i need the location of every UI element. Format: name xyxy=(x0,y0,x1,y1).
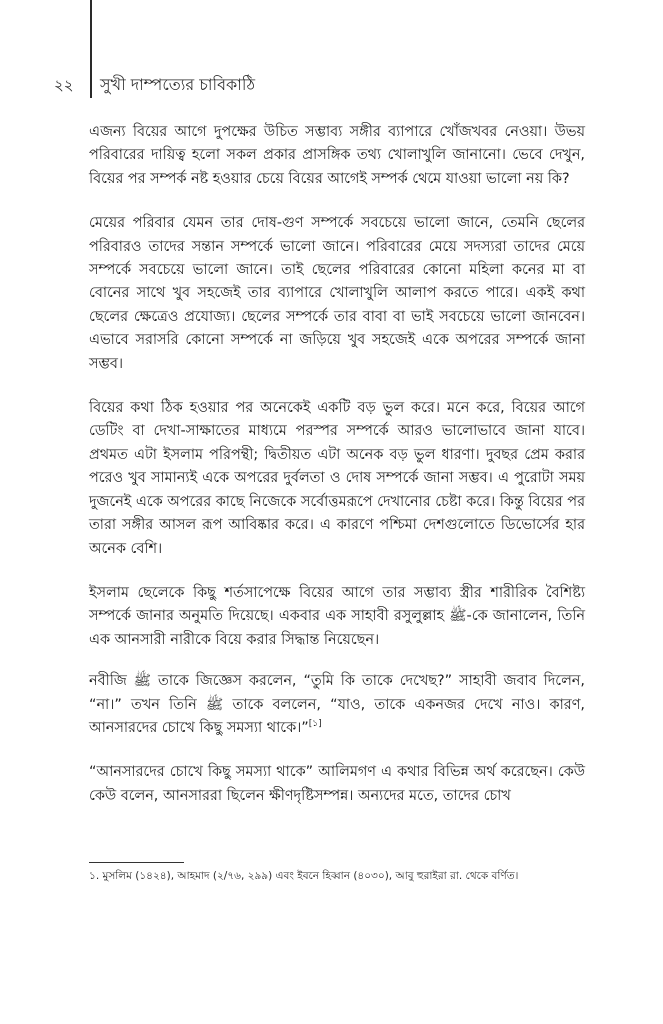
paragraph-3: বিয়ের কথা ঠিক হওয়ার পর অনেকেই একটি বড় ভুল করে। মনে করে, বিয়ের আগে ডেটিং বা দেখা-সাক্ষাতের মাধ্যমে পরস্পর সম্পর্কে আরও ভালোভাবে জানা যাবে। প্রথমত এটা ইসলাম পরিপন্থী; দ্বিতীয়ত এটা অনেক বড় ভুল ধারণা। দুবছর প্রেম করার পরেও খুব সামান্যই একে অপরের দুর্বলতা ও দোষ সম্পর্কে জানা সম্ভব। এ পুরোটা সময় দুজনেই একে অপরের কাছে নিজেকে সর্বোত্তমরূপে দেখানোর চেষ্টা করে। কিন্তু বিয়ের পর তারা সঙ্গীর আসল রূপ আবিষ্কার করে। এ কারণে পশ্চিমা দেশগুলোতে ডিভোর্সের হার অনেক বেশি। xyxy=(89,400,585,557)
paragraph-5 xyxy=(89,670,585,740)
body-text xyxy=(89,121,585,829)
footnote-reference[interactable]: [১] xyxy=(308,719,322,730)
footnote-divider xyxy=(89,862,184,863)
paragraph-2: মেয়ের পরিবার যেমন তার দোষ-গুণ সম্পর্কে সবচেয়ে ভালো জানে, তেমনি ছেলের পরিবারও তাদের সন্তান সম্পর্কে ভালো জানে। পরিবারের মেয়ে সদস্যরা তাদের মেয়ে সম্পর্কে সবচেয়ে ভালো জানে। তাই ছেলের পরিবারের কোনো মহিলা কনের মা বা বোনের সাথে খুব সহজেই তার ব্যাপারে খোলাখুলি আলাপ করতে পারে। একই কথা ছেলের ক্ষেত্রেও প্রযোজ্য। ছেলের সম্পর্কে তার বাবা বা ভাই সবচেয়ে ভালো জানবেন। এভাবে সরাসরি কোনো সম্পর্কে না জড়িয়ে খুব সহজেই একে অপরের সম্পর্কে জানা সম্ভব। xyxy=(89,215,585,372)
paragraph-1: এজন্য বিয়ের আগে দুপক্ষের উচিত সম্ভাব্য সঙ্গীর ব্যাপারে খোঁজখবর নেওয়া। উভয় পরিবারের দায়িত্ব হলো সকল প্রকার প্রাসঙ্গিক তথ্য খোলাখুলি জানানো। ভেবে দেখুন, বিয়ের পর সম্পর্ক নষ্ট হওয়ার চেয়ে বিয়ের আগেই সম্পর্ক থেমে যাওয়া ভালো নয় কি? xyxy=(89,124,585,187)
paragraph-4: ইসলাম ছেলেকে কিছু শর্তসাপেক্ষে বিয়ের আগে তার সম্ভাব্য স্ত্রীর শারীরিক বৈশিষ্ট্য সম্পর্কে জানার অনুমতি দিয়েছে। একবার এক সাহাবী রসুলুল্লাহ ﷺ-কে জানালেন, তিনি এক আনসারী নারীকে বিয়ে করার সিদ্ধান্ত নিয়েছেন। xyxy=(89,584,585,648)
paragraph-6: “আনসারদের চোখে কিছু সমস্যা থাকে” আলিমগণ এ কথার বিভিন্ন অর্থ করেছেন। কেউ কেউ বলেন, আনসাররা ছিলেন ক্ষীণদৃষ্টিসম্পন্ন। অন্যদের মতে, তাদের চোখ xyxy=(89,764,585,804)
page-number: ২২ xyxy=(54,76,74,94)
running-title: সুখী দাম্পত্যের চাবিকাঠি xyxy=(100,75,256,94)
footnote: ১. মুসলিম (১৪২৪), আহমাদ (২/৭৬, ২৯৯) এবং ইবনে হিব্বান (৪০৩০), আবু হুরাইরা রা. থেকে বর্ণিত। xyxy=(89,870,519,882)
header-vertical-rule xyxy=(90,0,92,98)
paragraph-5-text: নবীজি ﷺ তাকে জিজ্ঞেস করলেন, “তুমি কি তাকে দেখেছ?” সাহাবী জবাব দিলেন, “না।” তখন তিনি ﷺ তাকে বললেন, “যাও, তাকে একনজর দেখে নাও। কারণ, আনসারদের চোখে কিছু সমস্যা থাকে।” xyxy=(89,673,585,736)
